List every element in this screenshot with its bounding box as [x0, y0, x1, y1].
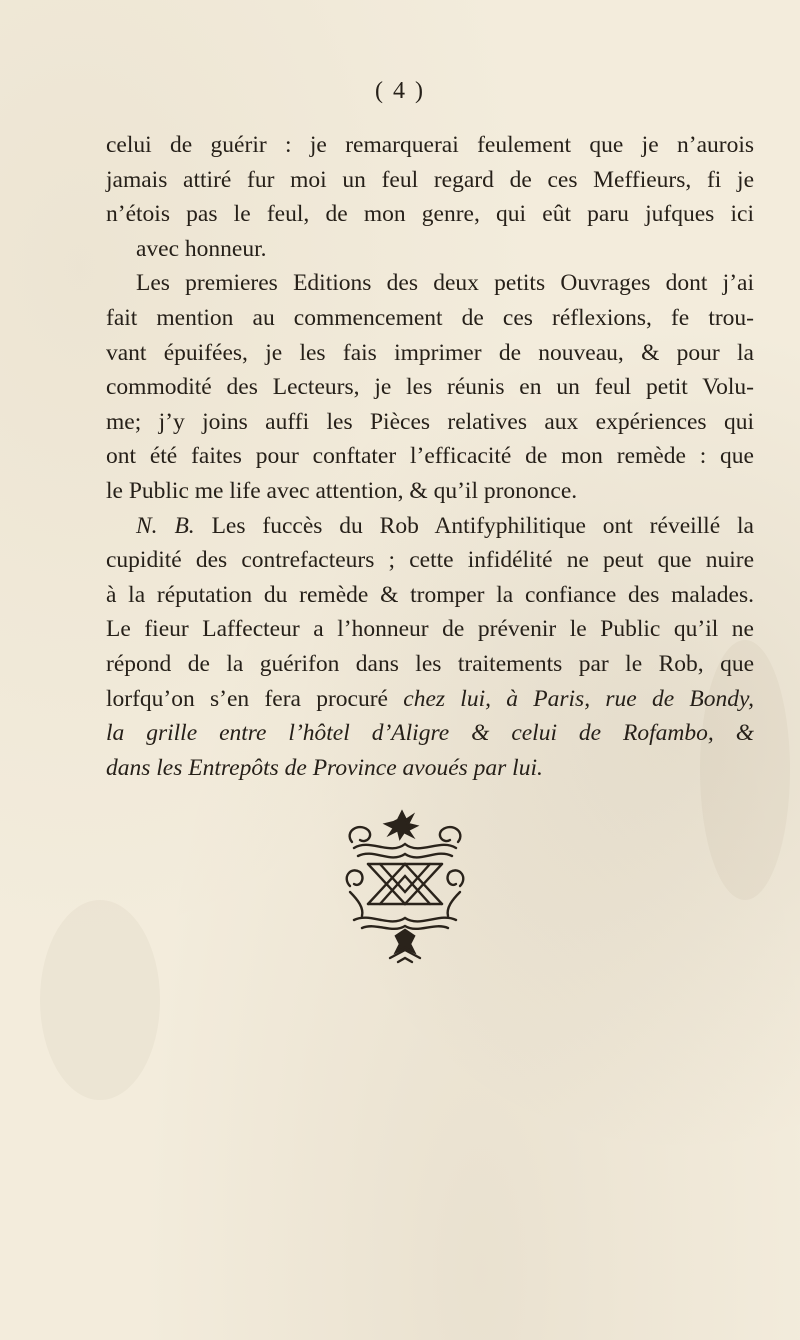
italic-line: la grille entre l’hôtel d’Aligre & celui de Rofambo, & [106, 720, 754, 747]
text-line: cupidité des contrefacteurs ; cette infidélité ne peut que nuire [106, 547, 754, 574]
text-line: répond de la guérifon dans les traitements par le Rob, que [106, 650, 754, 677]
text-line: jamais attiré fur moi un feul regard de ces Meffieurs, fi je [106, 166, 754, 193]
text-line: le Public me life avec attention, & qu’il prononce. [106, 477, 578, 504]
text-line: commodité des Lecteurs, je les réunis en un feul petit Volu- [106, 374, 754, 401]
nb-label: N. B. [136, 512, 195, 539]
paper-stain [40, 900, 160, 1100]
text-line: Les premieres Editions des deux petits Ouvrages dont j’ai [136, 270, 754, 297]
text-line: ont été faites pour conftater l’efficacité de mon remède : que [106, 443, 754, 470]
nb-line [106, 509, 754, 544]
text-line: à la réputation du remède & tromper la confiance des malades. [106, 581, 754, 608]
italic-address: chez lui, à Paris, rue de Bondy, [403, 685, 755, 712]
text-line: Le fieur Laffecteur a l’honneur de prévenir le Public qu’il ne [106, 616, 754, 643]
italic-line: dans les Entrepôts de Province avoués par lui. [106, 754, 543, 781]
text-line: n’étois pas le feul, de mon genre, qui eût paru jufques ici [106, 201, 754, 228]
text-line: Les fuccès du Rob Antifyphilitique ont réveillé la [211, 512, 754, 539]
body-text [106, 128, 754, 785]
text-line: celui de guérir : je remarquerai feulement que je n’aurois [106, 132, 754, 158]
text-line: avec honneur. [136, 235, 267, 262]
page-number: ( 4 ) [375, 78, 425, 104]
text-line: me; j’y joins auffi les Pièces relatives aux expériences qui [106, 408, 754, 435]
fleuron-ornament-icon [340, 808, 470, 968]
text-line: fait mention au commencement de ces réflexions, fe trou- [106, 304, 754, 331]
mixed-line [106, 682, 754, 717]
text-line: vant épuifées, je les fais imprimer de nouveau, & pour la [106, 339, 754, 366]
text-line: lorfqu’on s’en fera procuré [106, 685, 388, 712]
